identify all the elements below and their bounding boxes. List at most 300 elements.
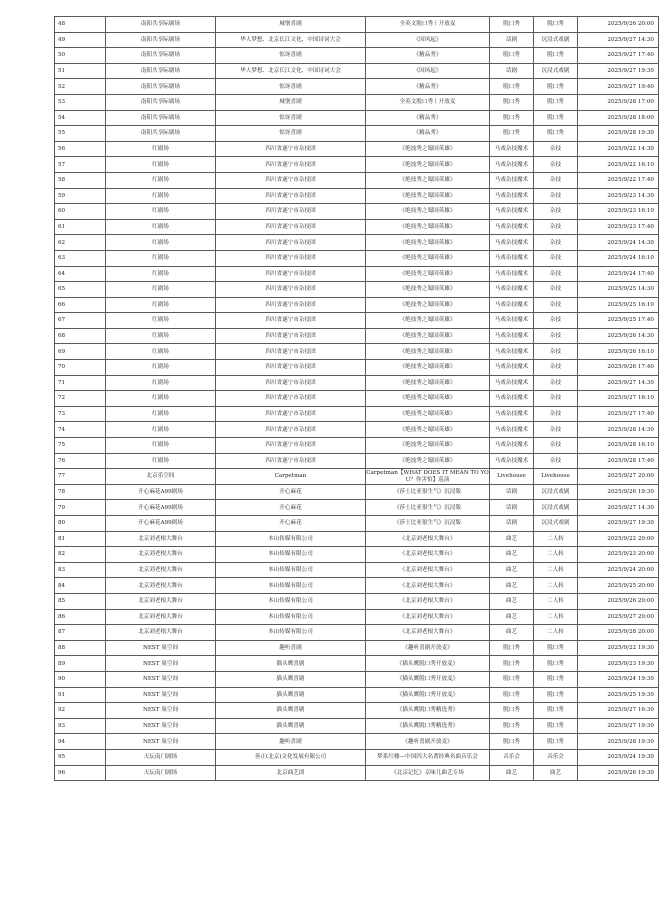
subcategory-cell: 杂技 bbox=[534, 360, 578, 376]
program-title-cell: 《因风起》 bbox=[366, 63, 490, 79]
subcategory-cell: 杂技 bbox=[534, 313, 578, 329]
venue-cell: 红剧场 bbox=[106, 219, 216, 235]
performance-time-cell: 2025/9/23 20:00 bbox=[578, 547, 659, 563]
table-row bbox=[55, 79, 659, 95]
venue-cell: 红剧场 bbox=[106, 297, 216, 313]
table-row bbox=[55, 718, 659, 734]
table-row bbox=[55, 188, 659, 204]
program-title-cell: 《绝技秀之蜀国英雄》 bbox=[366, 313, 490, 329]
venue-cell: 北京乐空间 bbox=[106, 469, 216, 485]
subcategory-cell: 杂技 bbox=[534, 406, 578, 422]
category-cell: 脱口秀 bbox=[490, 48, 534, 64]
venue-cell: 红剧场 bbox=[106, 313, 216, 329]
subcategory-cell: 脱口秀 bbox=[534, 734, 578, 750]
row-number-cell: 49 bbox=[55, 32, 106, 48]
organizer-cell: 开心麻花 bbox=[216, 500, 366, 516]
category-cell: 话剧 bbox=[490, 500, 534, 516]
performance-time-cell: 2025/9/27 17:40 bbox=[578, 48, 659, 64]
table-row bbox=[55, 500, 659, 516]
program-title-cell: 《莎士比亚很生气》沉浸版 bbox=[366, 516, 490, 532]
organizer-cell: 猫头鹰喜剧 bbox=[216, 687, 366, 703]
row-number-cell: 55 bbox=[55, 126, 106, 142]
row-number-cell: 77 bbox=[55, 469, 106, 485]
table-row bbox=[55, 531, 659, 547]
subcategory-cell: 沉浸式戏剧 bbox=[534, 484, 578, 500]
program-title-cell: 《绝技秀之蜀国英雄》 bbox=[366, 250, 490, 266]
subcategory-cell: 沉浸式戏剧 bbox=[534, 516, 578, 532]
venue-cell: 红剧场 bbox=[106, 422, 216, 438]
row-number-cell: 78 bbox=[55, 484, 106, 500]
program-title-cell: 《绝技秀之蜀国英雄》 bbox=[366, 406, 490, 422]
subcategory-cell: 脱口秀 bbox=[534, 718, 578, 734]
table-body bbox=[55, 17, 659, 781]
organizer-cell: 四川省遂宁市杂技团 bbox=[216, 204, 366, 220]
table-row bbox=[55, 609, 659, 625]
venue-cell: 天坛南门剧场 bbox=[106, 749, 216, 765]
subcategory-cell: 杂技 bbox=[534, 141, 578, 157]
venue-cell: 红剧场 bbox=[106, 141, 216, 157]
category-cell: 话剧 bbox=[490, 516, 534, 532]
table-row bbox=[55, 453, 659, 469]
program-title-cell: 《精品秀》 bbox=[366, 110, 490, 126]
table-row bbox=[55, 110, 659, 126]
table-row bbox=[55, 765, 659, 781]
row-number-cell: 68 bbox=[55, 328, 106, 344]
category-cell: 马戏杂技魔术 bbox=[490, 172, 534, 188]
subcategory-cell: 杂技 bbox=[534, 235, 578, 251]
performance-time-cell: 2025/9/28 17:40 bbox=[578, 453, 659, 469]
organizer-cell: 四川省遂宁市杂技团 bbox=[216, 375, 366, 391]
row-number-cell: 52 bbox=[55, 79, 106, 95]
category-cell: 话剧 bbox=[490, 63, 534, 79]
subcategory-cell: 杂技 bbox=[534, 172, 578, 188]
subcategory-cell: 脱口秀 bbox=[534, 671, 578, 687]
row-number-cell: 57 bbox=[55, 157, 106, 173]
performance-time-cell: 2025/9/24 17:40 bbox=[578, 266, 659, 282]
program-title-cell: 《绝技秀之蜀国英雄》 bbox=[366, 328, 490, 344]
performance-time-cell: 2025/9/27 17:40 bbox=[578, 406, 659, 422]
table-row bbox=[55, 157, 659, 173]
subcategory-cell: 杂技 bbox=[534, 250, 578, 266]
table-row bbox=[55, 313, 659, 329]
category-cell: 马戏杂技魔术 bbox=[490, 406, 534, 422]
subcategory-cell: 脱口秀 bbox=[534, 94, 578, 110]
table-row bbox=[55, 63, 659, 79]
table-row bbox=[55, 32, 659, 48]
row-number-cell: 88 bbox=[55, 640, 106, 656]
venue-cell: 开心麻花A99剧场 bbox=[106, 484, 216, 500]
organizer-cell: 猫头鹰喜剧 bbox=[216, 703, 366, 719]
subcategory-cell: 杂技 bbox=[534, 297, 578, 313]
organizer-cell: 本山传媒有限公司 bbox=[216, 578, 366, 594]
organizer-cell: Carpetman bbox=[216, 469, 366, 485]
subcategory-cell: 二人转 bbox=[534, 547, 578, 563]
organizer-cell: 四川省遂宁市杂技团 bbox=[216, 188, 366, 204]
venue-cell: 红剧场 bbox=[106, 360, 216, 376]
venue-cell: 北京刘老根大舞台 bbox=[106, 609, 216, 625]
venue-cell: 北京刘老根大舞台 bbox=[106, 531, 216, 547]
row-number-cell: 89 bbox=[55, 656, 106, 672]
category-cell: Livehouse bbox=[490, 469, 534, 485]
subcategory-cell: 杂技 bbox=[534, 282, 578, 298]
venue-cell: 南阳共享际剧场 bbox=[106, 79, 216, 95]
performance-time-cell: 2025/9/28 19:30 bbox=[578, 126, 659, 142]
table-row bbox=[55, 749, 659, 765]
performance-time-cell: 2025/9/25 14:30 bbox=[578, 282, 659, 298]
venue-cell: 北京刘老根大舞台 bbox=[106, 547, 216, 563]
subcategory-cell: 脱口秀 bbox=[534, 79, 578, 95]
venue-cell: 南阳共享际剧场 bbox=[106, 110, 216, 126]
organizer-cell: 趣听喜剧 bbox=[216, 734, 366, 750]
organizer-cell: 猫头鹰喜剧 bbox=[216, 656, 366, 672]
performance-time-cell: 2025/9/23 14:30 bbox=[578, 188, 659, 204]
organizer-cell: 四川省遂宁市杂技团 bbox=[216, 297, 366, 313]
category-cell: 音乐会 bbox=[490, 749, 534, 765]
subcategory-cell: 脱口秀 bbox=[534, 640, 578, 656]
category-cell: 马戏杂技魔术 bbox=[490, 375, 534, 391]
program-title-cell: 《绝技秀之蜀国英雄》 bbox=[366, 375, 490, 391]
organizer-cell: 开心麻花 bbox=[216, 484, 366, 500]
category-cell: 曲艺 bbox=[490, 609, 534, 625]
program-title-cell: 《绝技秀之蜀国英雄》 bbox=[366, 282, 490, 298]
organizer-cell: 四川省遂宁市杂技团 bbox=[216, 235, 366, 251]
performance-time-cell: 2025/9/26 19:30 bbox=[578, 484, 659, 500]
venue-cell: NEST 巢空间 bbox=[106, 734, 216, 750]
category-cell: 马戏杂技魔术 bbox=[490, 250, 534, 266]
category-cell: 马戏杂技魔术 bbox=[490, 282, 534, 298]
program-title-cell: 《绝技秀之蜀国英雄》 bbox=[366, 157, 490, 173]
category-cell: 脱口秀 bbox=[490, 718, 534, 734]
organizer-cell: 惊讶喜剧 bbox=[216, 126, 366, 142]
venue-cell: 红剧场 bbox=[106, 235, 216, 251]
subcategory-cell: 沉浸式戏剧 bbox=[534, 32, 578, 48]
performance-time-cell: 2025/9/26 17:40 bbox=[578, 360, 659, 376]
category-cell: 马戏杂技魔术 bbox=[490, 438, 534, 454]
category-cell: 马戏杂技魔术 bbox=[490, 328, 534, 344]
category-cell: 脱口秀 bbox=[490, 703, 534, 719]
program-title-cell: 《北京刘老根大舞台》 bbox=[366, 625, 490, 641]
category-cell: 马戏杂技魔术 bbox=[490, 391, 534, 407]
subcategory-cell: 二人转 bbox=[534, 531, 578, 547]
program-title-cell: 《绝技秀之蜀国英雄》 bbox=[366, 235, 490, 251]
subcategory-cell: 音乐会 bbox=[534, 749, 578, 765]
table-row bbox=[55, 422, 659, 438]
row-number-cell: 70 bbox=[55, 360, 106, 376]
row-number-cell: 82 bbox=[55, 547, 106, 563]
row-number-cell: 66 bbox=[55, 297, 106, 313]
program-title-cell: 《猫头鹰脱口秀开放麦》 bbox=[366, 671, 490, 687]
venue-cell: 南阳共享际剧场 bbox=[106, 94, 216, 110]
category-cell: 马戏杂技魔术 bbox=[490, 188, 534, 204]
venue-cell: 北京刘老根大舞台 bbox=[106, 625, 216, 641]
category-cell: 脱口秀 bbox=[490, 687, 534, 703]
performance-time-cell: 2025/9/27 19:30 bbox=[578, 718, 659, 734]
organizer-cell: 四川省遂宁市杂技团 bbox=[216, 141, 366, 157]
venue-cell: 南阳共享际剧场 bbox=[106, 126, 216, 142]
row-number-cell: 65 bbox=[55, 282, 106, 298]
table-row bbox=[55, 469, 659, 485]
performance-time-cell: 2025/9/26 20:00 bbox=[578, 17, 659, 33]
row-number-cell: 80 bbox=[55, 516, 106, 532]
performance-time-cell: 2025/9/24 19:30 bbox=[578, 671, 659, 687]
row-number-cell: 90 bbox=[55, 671, 106, 687]
program-title-cell: 《猫头鹰脱口秀开放麦》 bbox=[366, 687, 490, 703]
row-number-cell: 96 bbox=[55, 765, 106, 781]
organizer-cell: 本山传媒有限公司 bbox=[216, 609, 366, 625]
row-number-cell: 94 bbox=[55, 734, 106, 750]
organizer-cell: 华人梦想、北京长江文化、中国诗词大会 bbox=[216, 32, 366, 48]
program-title-cell: 《绝技秀之蜀国英雄》 bbox=[366, 172, 490, 188]
row-number-cell: 91 bbox=[55, 687, 106, 703]
subcategory-cell: 二人转 bbox=[534, 609, 578, 625]
program-title-cell: 《绝技秀之蜀国英雄》 bbox=[366, 360, 490, 376]
category-cell: 曲艺 bbox=[490, 547, 534, 563]
category-cell: 马戏杂技魔术 bbox=[490, 141, 534, 157]
table-row bbox=[55, 48, 659, 64]
program-title-cell: 《绝技秀之蜀国英雄》 bbox=[366, 204, 490, 220]
performance-time-cell: 2025/9/22 14:30 bbox=[578, 141, 659, 157]
table-row bbox=[55, 141, 659, 157]
subcategory-cell: 杂技 bbox=[534, 344, 578, 360]
organizer-cell: 四川省遂宁市杂技团 bbox=[216, 406, 366, 422]
venue-cell: 红剧场 bbox=[106, 375, 216, 391]
venue-cell: 红剧场 bbox=[106, 172, 216, 188]
table-row bbox=[55, 656, 659, 672]
row-number-cell: 83 bbox=[55, 562, 106, 578]
venue-cell: 北京刘老根大舞台 bbox=[106, 593, 216, 609]
venue-cell: 开心麻花A99剧场 bbox=[106, 500, 216, 516]
venue-cell: 南阳共享际剧场 bbox=[106, 63, 216, 79]
row-number-cell: 76 bbox=[55, 453, 106, 469]
organizer-cell: 四川省遂宁市杂技团 bbox=[216, 438, 366, 454]
program-title-cell: 《猫头鹰脱口秀开放麦》 bbox=[366, 656, 490, 672]
table-row bbox=[55, 282, 659, 298]
venue-cell: NEST 巢空间 bbox=[106, 703, 216, 719]
table-row bbox=[55, 391, 659, 407]
table-row bbox=[55, 625, 659, 641]
venue-cell: 红剧场 bbox=[106, 188, 216, 204]
program-title-cell: 《北京刘老根大舞台》 bbox=[366, 578, 490, 594]
subcategory-cell: 杂技 bbox=[534, 422, 578, 438]
performance-time-cell: 2025/9/24 20:00 bbox=[578, 562, 659, 578]
program-title-cell: 《因风起》 bbox=[366, 32, 490, 48]
subcategory-cell: 杂技 bbox=[534, 266, 578, 282]
subcategory-cell: 杂技 bbox=[534, 375, 578, 391]
program-title-cell: 全英文脱口秀丨开放麦 bbox=[366, 94, 490, 110]
performance-time-cell: 2025/9/27 20:00 bbox=[578, 469, 659, 485]
table-row bbox=[55, 640, 659, 656]
venue-cell: 红剧场 bbox=[106, 391, 216, 407]
row-number-cell: 60 bbox=[55, 204, 106, 220]
program-title-cell: 《精品秀》 bbox=[366, 48, 490, 64]
row-number-cell: 93 bbox=[55, 718, 106, 734]
performance-time-cell: 2025/9/23 16:10 bbox=[578, 204, 659, 220]
program-title-cell: 《绝技秀之蜀国英雄》 bbox=[366, 391, 490, 407]
performance-time-cell: 2025/9/27 19:30 bbox=[578, 516, 659, 532]
organizer-cell: 惊讶喜剧 bbox=[216, 110, 366, 126]
subcategory-cell: 二人转 bbox=[534, 593, 578, 609]
category-cell: 马戏杂技魔术 bbox=[490, 266, 534, 282]
venue-cell: NEST 巢空间 bbox=[106, 687, 216, 703]
organizer-cell: 猫头鹰喜剧 bbox=[216, 671, 366, 687]
row-number-cell: 62 bbox=[55, 235, 106, 251]
table-row bbox=[55, 344, 659, 360]
program-title-cell: 《北京刘老根大舞台》 bbox=[366, 547, 490, 563]
row-number-cell: 71 bbox=[55, 375, 106, 391]
table-row bbox=[55, 266, 659, 282]
performance-time-cell: 2025/9/27 19:40 bbox=[578, 79, 659, 95]
program-title-cell: 《绝技秀之蜀国英雄》 bbox=[366, 141, 490, 157]
table-row bbox=[55, 297, 659, 313]
performance-time-cell: 2025/9/25 16:10 bbox=[578, 297, 659, 313]
subcategory-cell: 杂技 bbox=[534, 391, 578, 407]
organizer-cell: 四川省遂宁市杂技团 bbox=[216, 391, 366, 407]
category-cell: 曲艺 bbox=[490, 562, 534, 578]
category-cell: 脱口秀 bbox=[490, 734, 534, 750]
organizer-cell: 善正(北京)文化发展有限公司 bbox=[216, 749, 366, 765]
category-cell: 脱口秀 bbox=[490, 17, 534, 33]
category-cell: 马戏杂技魔术 bbox=[490, 157, 534, 173]
program-title-cell: 《绝技秀之蜀国英雄》 bbox=[366, 438, 490, 454]
table-row bbox=[55, 328, 659, 344]
venue-cell: NEST 巢空间 bbox=[106, 718, 216, 734]
category-cell: 马戏杂技魔术 bbox=[490, 235, 534, 251]
performance-time-cell: 2025/9/25 19:30 bbox=[578, 687, 659, 703]
organizer-cell: 四川省遂宁市杂技团 bbox=[216, 266, 366, 282]
organizer-cell: 本山传媒有限公司 bbox=[216, 531, 366, 547]
row-number-cell: 81 bbox=[55, 531, 106, 547]
organizer-cell: 城堡喜剧 bbox=[216, 17, 366, 33]
table-row bbox=[55, 126, 659, 142]
performance-time-cell: 2025/9/22 20:00 bbox=[578, 531, 659, 547]
row-number-cell: 51 bbox=[55, 63, 106, 79]
category-cell: 马戏杂技魔术 bbox=[490, 313, 534, 329]
subcategory-cell: 杂技 bbox=[534, 438, 578, 454]
row-number-cell: 86 bbox=[55, 609, 106, 625]
performance-time-cell: 2025/9/27 14:30 bbox=[578, 32, 659, 48]
program-title-cell: 梦系红楼—中国四大名著经典名曲音乐会 bbox=[366, 749, 490, 765]
program-title-cell: Carpetman【WHAT DOES IT MEAN TO YOU？你害怕】巡演 bbox=[366, 470, 489, 483]
subcategory-cell: 曲艺 bbox=[534, 765, 578, 781]
program-title-cell: 《猫头鹰脱口秀精选秀》 bbox=[366, 718, 490, 734]
table-row bbox=[55, 94, 659, 110]
program-title-cell: 全英文脱口秀丨开放麦 bbox=[366, 17, 490, 33]
subcategory-cell: 杂技 bbox=[534, 328, 578, 344]
venue-cell: NEST 巢空间 bbox=[106, 671, 216, 687]
subcategory-cell: 脱口秀 bbox=[534, 110, 578, 126]
row-number-cell: 67 bbox=[55, 313, 106, 329]
organizer-cell: 本山传媒有限公司 bbox=[216, 562, 366, 578]
program-title-cell: 《莎士比亚很生气》沉浸版 bbox=[366, 484, 490, 500]
organizer-cell: 惊讶喜剧 bbox=[216, 79, 366, 95]
row-number-cell: 58 bbox=[55, 172, 106, 188]
category-cell: 脱口秀 bbox=[490, 126, 534, 142]
row-number-cell: 84 bbox=[55, 578, 106, 594]
venue-cell: 红剧场 bbox=[106, 266, 216, 282]
category-cell: 曲艺 bbox=[490, 578, 534, 594]
category-cell: 曲艺 bbox=[490, 593, 534, 609]
table-row bbox=[55, 562, 659, 578]
performance-time-cell: 2025/9/28 19:30 bbox=[578, 734, 659, 750]
program-title-cell: 《北京刘老根大舞台》 bbox=[366, 609, 490, 625]
organizer-cell: 北京曲艺团 bbox=[216, 765, 366, 781]
performance-time-cell: 2025/9/23 19:30 bbox=[578, 656, 659, 672]
organizer-cell: 四川省遂宁市杂技团 bbox=[216, 282, 366, 298]
organizer-cell: 华人梦想、北京长江文化、中国诗词大会 bbox=[216, 63, 366, 79]
organizer-cell: 四川省遂宁市杂技团 bbox=[216, 250, 366, 266]
organizer-cell: 本山传媒有限公司 bbox=[216, 593, 366, 609]
venue-cell: 南阳共享际剧场 bbox=[106, 17, 216, 33]
venue-cell: NEST 巢空间 bbox=[106, 640, 216, 656]
performance-time-cell: 2025/9/26 14:30 bbox=[578, 328, 659, 344]
organizer-cell: 本山传媒有限公司 bbox=[216, 547, 366, 563]
table-row bbox=[55, 172, 659, 188]
performance-time-cell: 2025/9/27 16:30 bbox=[578, 703, 659, 719]
row-number-cell: 64 bbox=[55, 266, 106, 282]
performance-time-cell: 2025/9/22 17:40 bbox=[578, 172, 659, 188]
table-row bbox=[55, 703, 659, 719]
row-number-cell: 75 bbox=[55, 438, 106, 454]
performance-time-cell: 2025/9/28 16:10 bbox=[578, 438, 659, 454]
row-number-cell: 61 bbox=[55, 219, 106, 235]
category-cell: 脱口秀 bbox=[490, 79, 534, 95]
category-cell: 曲艺 bbox=[490, 765, 534, 781]
category-cell: 马戏杂技魔术 bbox=[490, 219, 534, 235]
table-row bbox=[55, 375, 659, 391]
program-title-cell: 《趣听喜剧开放麦》 bbox=[366, 640, 490, 656]
organizer-cell: 四川省遂宁市杂技团 bbox=[216, 360, 366, 376]
venue-cell: 红剧场 bbox=[106, 204, 216, 220]
category-cell: 脱口秀 bbox=[490, 110, 534, 126]
row-number-cell: 48 bbox=[55, 17, 106, 33]
performance-time-cell: 2025/9/27 14:30 bbox=[578, 375, 659, 391]
program-title-cell: 《北京记忆》京味儿曲艺专场 bbox=[366, 765, 490, 781]
row-number-cell: 56 bbox=[55, 141, 106, 157]
table-row bbox=[55, 516, 659, 532]
row-number-cell: 79 bbox=[55, 500, 106, 516]
performance-time-cell: 2025/9/28 17:00 bbox=[578, 94, 659, 110]
subcategory-cell: 二人转 bbox=[534, 562, 578, 578]
category-cell: 曲艺 bbox=[490, 625, 534, 641]
venue-cell: 北京刘老根大舞台 bbox=[106, 562, 216, 578]
performance-time-cell: 2025/9/26 20:00 bbox=[578, 593, 659, 609]
program-title-cell: 《莎士比亚很生气》沉浸版 bbox=[366, 500, 490, 516]
subcategory-cell: 沉浸式戏剧 bbox=[534, 63, 578, 79]
venue-cell: 红剧场 bbox=[106, 282, 216, 298]
category-cell: 马戏杂技魔术 bbox=[490, 204, 534, 220]
program-title-cell: 《绝技秀之蜀国英雄》 bbox=[366, 297, 490, 313]
organizer-cell: 猫头鹰喜剧 bbox=[216, 718, 366, 734]
category-cell: 曲艺 bbox=[490, 531, 534, 547]
row-number-cell: 50 bbox=[55, 48, 106, 64]
row-number-cell: 95 bbox=[55, 749, 106, 765]
table-row bbox=[55, 687, 659, 703]
category-cell: 脱口秀 bbox=[490, 671, 534, 687]
venue-cell: 红剧场 bbox=[106, 438, 216, 454]
subcategory-cell: 脱口秀 bbox=[534, 48, 578, 64]
program-title-cell: 《精品秀》 bbox=[366, 79, 490, 95]
row-number-cell: 53 bbox=[55, 94, 106, 110]
organizer-cell: 四川省遂宁市杂技团 bbox=[216, 313, 366, 329]
row-number-cell: 74 bbox=[55, 422, 106, 438]
venue-cell: 红剧场 bbox=[106, 328, 216, 344]
category-cell: 脱口秀 bbox=[490, 94, 534, 110]
table-row bbox=[55, 484, 659, 500]
performance-time-cell: 2025/9/28 20:00 bbox=[578, 625, 659, 641]
organizer-cell: 开心麻花 bbox=[216, 516, 366, 532]
subcategory-cell: 脱口秀 bbox=[534, 17, 578, 33]
row-number-cell: 63 bbox=[55, 250, 106, 266]
